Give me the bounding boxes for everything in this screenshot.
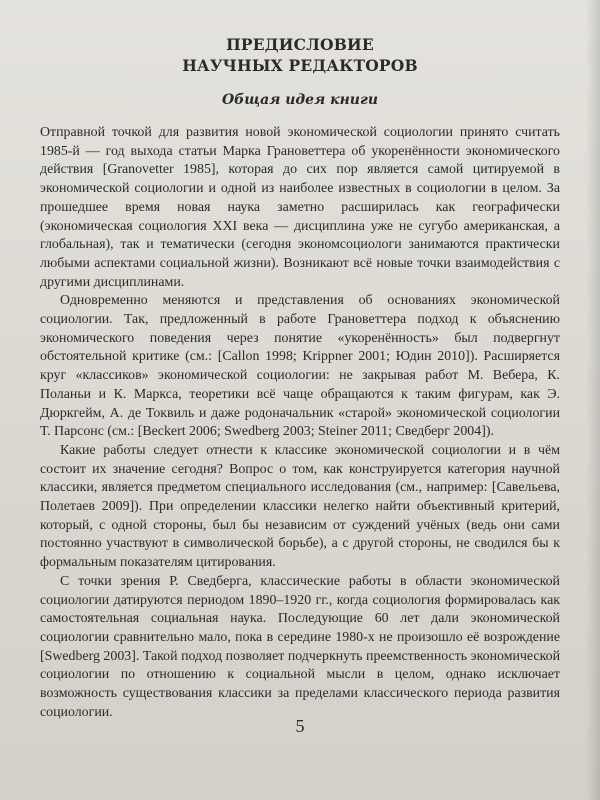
chapter-title (40, 34, 560, 76)
page-number: 5 (295, 716, 305, 736)
paragraph-1: Отправной точкой для развития новой экономической социологии принято считать 1985-й — год выхода статьи Марка Грановеттера об укоренённости экономического действия [Granovetter 1985], которая до сих пор является самой цитируемой в экономической социологии и одной из наиболее известных в социологии в целом. За прошедшее время новая наука заметно расширилась как географически (экономическая социология XXI века — дисциплина уже не сугубо американская, а глобальная), так и тематически (сегодня экономсоциологи занимаются практически любыми аспектами социальной жизни). Возникают всё новые точки взаимодействия с другими дисциплинами. (40, 125, 560, 290)
page-content (40, 34, 560, 723)
paragraph-2: Одновременно меняются и представления об основаниях экономической социологии. Так, предложенный в работе Грановеттера подход к объяснению экономического поведения через понятие «укоренённость» был подвергнут обстоятельной критике (см.: [Callon 1998; Krippner 2001; Юдин 2010]). Расширяется круг «классиков» экономической социологии: не закрывая работ М. Вебера, К. Поланьи и К. Маркса, теоретики всё чаще обращаются к таким фигурам, как Э. Дюркгейм, А. де Токвиль и даже родоначальник «старой» экономической социологии Т. Парсонс (см.: [Beckert 2006; Swedberg 2003; Steiner 2011; Сведберг 2004]). (40, 293, 560, 440)
chapter-title-line-1: ПРЕДИСЛОВИЕ (226, 35, 374, 54)
paragraph-3: Какие работы следует отнести к классике экономической социологии и в чём состоит их значение сегодня? Вопрос о том, как конструируется категория научной классики, является предметом специального исследования (см., например: [Савельева, Полетаев 2009]). При определении классики нелегко найти объективный критерий, который, с одной стороны, был бы независим от суждений учёных (ведь они сами постоянно участвуют в символической борьбе), а с другой стороны, не сводился бы к формальным показателям цитирования. (40, 442, 560, 571)
page-edge-shadow (586, 0, 600, 800)
paragraph-4: С точки зрения Р. Сведберга, классические работы в области экономической социологии датируются периодом 1890–1920 гг., когда социология формировалась как самостоятельная социальная наука. Последующие 60 лет дали экономической социологии сравнительно мало, пока в середине 1980-х не произошло её возрождение [Swedberg 2003]. Такой подход позволяет подчеркнуть преемственность экономической социологии по отношению к социальной мысли в целом, однако исключает возможность существования классики за пределами классического периода развития социологии. (40, 573, 560, 720)
section-subtitle: Общая идея книги (221, 92, 379, 108)
chapter-title-line-2: НАУЧНЫХ РЕДАКТОРОВ (182, 56, 418, 75)
